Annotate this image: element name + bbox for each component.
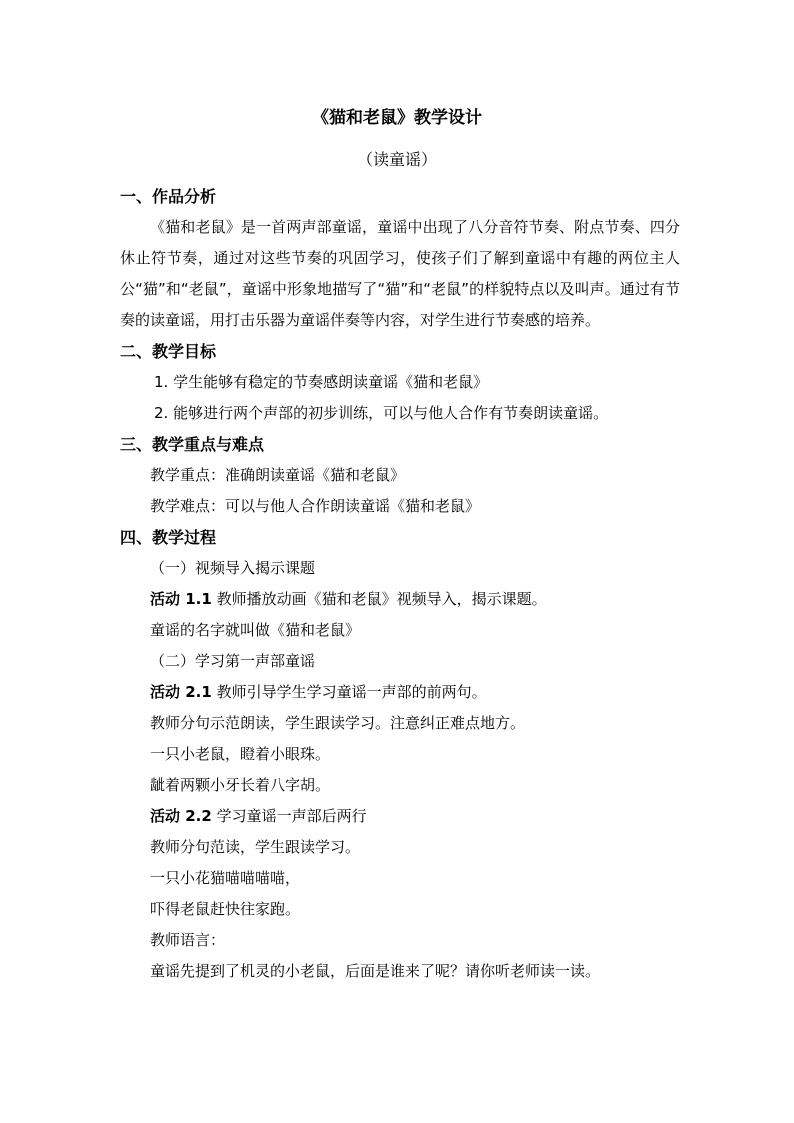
teacher-language-text: 童谣先提到了机灵的小老鼠，后面是谁来了呢？请你听老师读一读。 — [150, 962, 601, 980]
rhyme-line: 一只小老鼠，瞪着小眼珠。 — [150, 745, 331, 763]
difficult-point: 教学难点：可以与他人合作朗读童谣《猫和老鼠》 — [150, 497, 481, 515]
activity-label: 活动 2.1 — [150, 683, 212, 701]
page-subtitle: （读童谣） — [356, 150, 437, 169]
process-part-1-title: （一）视频导入揭示课题 — [150, 559, 316, 577]
teacher-language-label: 教师语言： — [150, 931, 226, 949]
document-body — [120, 181, 680, 987]
key-point: 教学重点：准确朗读童谣《猫和老鼠》 — [150, 466, 406, 484]
rhyme-line: 一只小花猫喵喵喵喵， — [150, 869, 301, 887]
process-part-2-title: （二）学习第一声部童谣 — [150, 652, 316, 670]
process-line: 教师分句范读，学生跟读学习。 — [150, 838, 361, 856]
rhyme-line: 吓得老鼠赶快往家跑。 — [150, 900, 301, 918]
analysis-paragraph: 《猫和老鼠》是一首两声部童谣，童谣中出现了八分音符节奏、附点节奏、四分休止符节奏，通过对这些节奏的巩固学习，使孩子们了解到童谣中有趣的两位主人公“猫”和“老鼠”，童谣中形象地描写了“猫”和“老鼠”的样貌特点以及叫声。通过有节奏的读童谣，用打击乐器为童谣伴奏等内容，对学生进行节奏感的培养。 — [120, 218, 680, 329]
activity-1-1 — [120, 584, 680, 615]
activity-label: 活动 1.1 — [150, 590, 212, 608]
activity-2-2 — [120, 801, 680, 832]
process-line: 童谣的名字就叫做《猫和老鼠》 — [150, 621, 361, 639]
section-heading-analysis: 一、作品分析 — [120, 187, 217, 206]
activity-text: 教师引导学生学习童谣一声部的前两句。 — [211, 683, 487, 701]
activity-text: 学习童谣一声部后两行 — [211, 807, 367, 825]
objective-item-1: 1. 学生能够有稳定的节奏感朗读童谣《猫和老鼠》 — [154, 373, 489, 391]
activity-text: 教师播放动画《猫和老鼠》视频导入，揭示课题。 — [211, 590, 547, 608]
process-line: 教师分句示范朗读，学生跟读学习。注意纠正难点地方。 — [150, 714, 526, 732]
objective-item-2: 2. 能够进行两个声部的初步训练，可以与他人合作有节奏朗读童谣。 — [154, 404, 609, 422]
activity-label: 活动 2.2 — [150, 807, 212, 825]
page-title: 《猫和老鼠》教学设计 — [312, 108, 482, 128]
section-heading-objectives: 二、教学目标 — [120, 342, 217, 361]
section-heading-process: 四、教学过程 — [120, 528, 217, 547]
section-heading-key-points: 三、教学重点与难点 — [120, 435, 265, 454]
activity-2-1 — [120, 677, 680, 708]
rhyme-line: 龇着两颗小牙长着八字胡。 — [150, 776, 331, 794]
